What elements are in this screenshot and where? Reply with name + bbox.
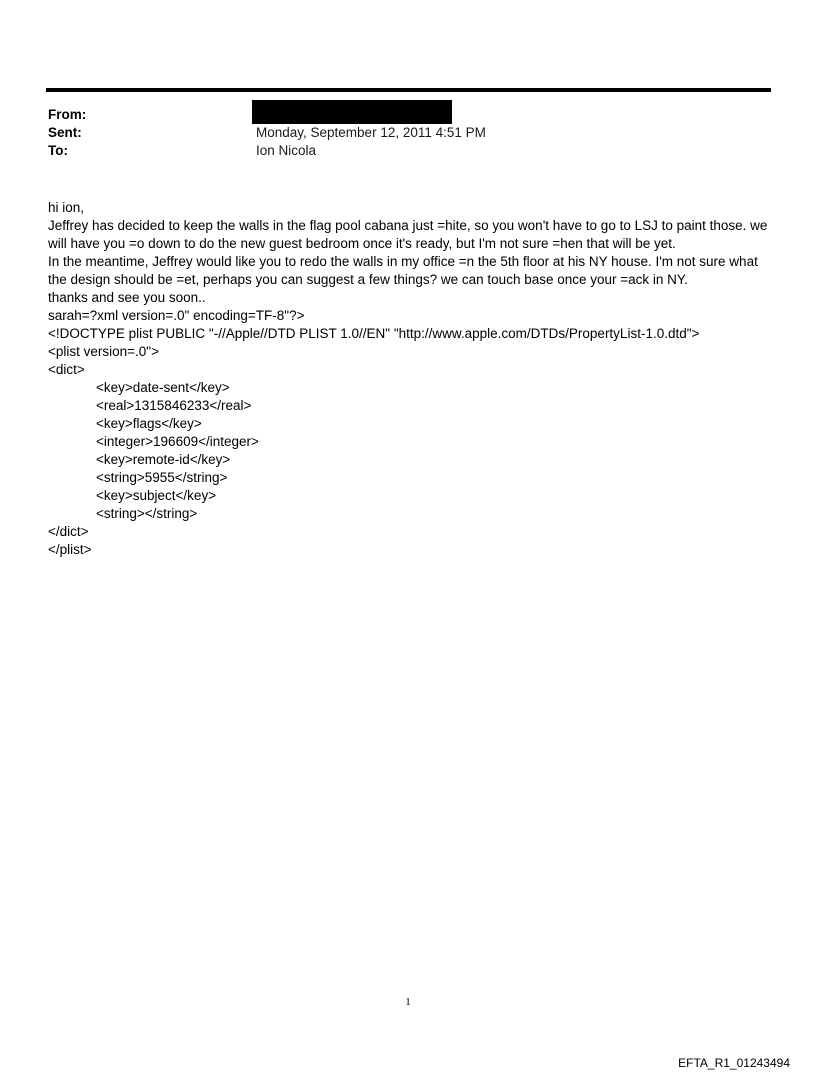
to-value: Ion Nicola: [256, 143, 317, 158]
body-line: hi ion,: [48, 200, 85, 215]
body-line: </dict>: [48, 524, 89, 539]
body-line: </plist>: [48, 542, 92, 557]
to-row: [48, 142, 768, 160]
body-line: sarah=?xml version=.0" encoding=TF-8"?>: [48, 308, 305, 323]
body-line: <key>remote-id</key>: [96, 452, 231, 467]
redaction-block: [252, 100, 452, 124]
email-body: [48, 199, 776, 559]
body-line: <integer>196609</integer>: [96, 434, 259, 449]
sent-label: Sent:: [48, 125, 82, 140]
body-line: will have you =o down to do the new guest bedroom once it's ready, but I'm not sure =hen that will be yet.: [48, 236, 676, 251]
body-line: <string>5955</string>: [96, 470, 228, 485]
body-line: <key>date-sent</key>: [96, 380, 230, 395]
body-line: thanks and see you soon..: [48, 290, 206, 305]
body-line: the design should be =et, perhaps you can suggest a few things? we can touch base once your =ack in NY.: [48, 272, 688, 287]
from-label: From:: [48, 107, 87, 122]
body-line: <dict>: [48, 362, 85, 377]
email-header: [48, 106, 768, 160]
body-line: <key>subject</key>: [96, 488, 217, 503]
from-row: [48, 106, 768, 124]
body-line: In the meantime, Jeffrey would like you to redo the walls in my office =n the 5th floor at his NY house. I'm not sure what: [48, 254, 758, 269]
header-rule: [46, 88, 771, 92]
body-line: <real>1315846233</real>: [96, 398, 252, 413]
body-line: <!DOCTYPE plist PUBLIC "-//Apple//DTD PLIST 1.0//EN" "http://www.apple.com/DTDs/PropertyList-1.0.dtd">: [48, 326, 700, 341]
body-line: <plist version=.0">: [48, 344, 159, 359]
bates-number: EFTA_R1_01243494: [678, 1056, 790, 1070]
to-label: To:: [48, 143, 68, 158]
body-line: Jeffrey has decided to keep the walls in the flag pool cabana just =hite, so you won't have to go to LSJ to paint those. we: [48, 218, 768, 233]
page-number: 1: [405, 996, 411, 1008]
body-line: <key>flags</key>: [96, 416, 202, 431]
sent-value: Monday, September 12, 2011 4:51 PM: [256, 125, 486, 140]
sent-row: [48, 124, 768, 142]
body-line: <string></string>: [96, 506, 198, 521]
